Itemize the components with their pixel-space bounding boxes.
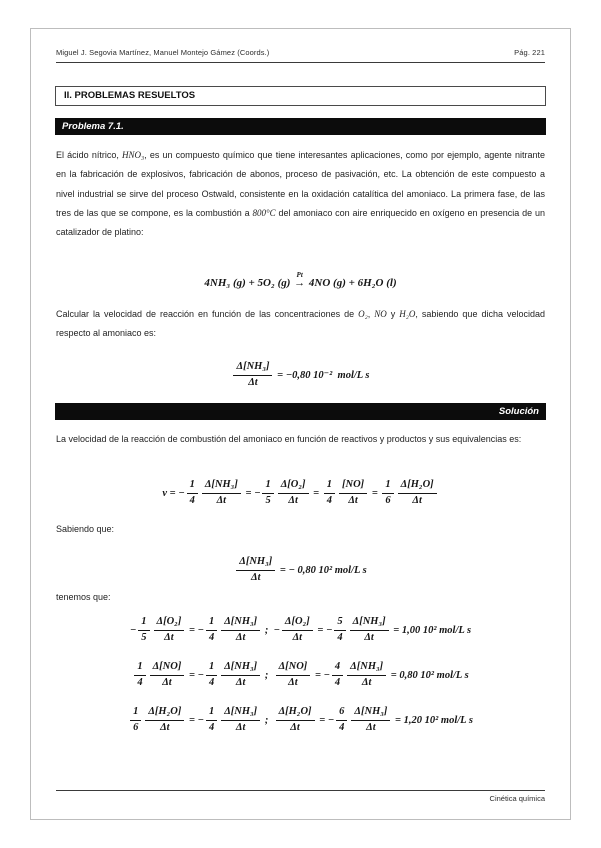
solution-banner — [55, 403, 546, 420]
math-run: 4NO (g) + 6H₂O (l) — [306, 277, 397, 289]
text-run: Calcular la velocidad de reacción en función de las concentraciones de — [56, 309, 359, 319]
math-run: = − — [312, 669, 330, 681]
fraction: $\frac{\text{Δ[H₂O]}}{\Delta t}$ — [276, 706, 315, 733]
math-run: = − 0,80 10² mol/L s — [277, 564, 367, 576]
math-run: = 1,00 10² mol/L s — [390, 624, 472, 636]
text-run: , — [367, 309, 375, 319]
fraction: $\frac{\text{Δ[H₂O]}}{\Delta t}$ — [145, 706, 184, 733]
fraction: $\frac{\text{Δ[O₂]}}{\Delta t}$ — [282, 616, 313, 643]
fraction: $\frac{\text{Δ[NH₃]}}{\Delta t}$ — [221, 661, 260, 688]
fraction: $\frac{1}{4}$ — [206, 661, 217, 688]
paragraph-calcular — [56, 305, 545, 344]
problem-title: Problema 7.1. — [62, 121, 124, 132]
fraction: $\frac{\text{Δ[NH₃]}}{\Delta t}$ — [351, 706, 390, 733]
fraction: $\frac{4}{4}$ — [332, 661, 343, 688]
reaction-equation — [56, 266, 545, 300]
fraction: $\frac{\text{Δ[NH₃]}}{\Delta t}$ — [350, 616, 389, 643]
fraction: $\frac{\text{Δ[O₂]}}{\Delta t}$ — [278, 479, 309, 506]
math-run: ; — [262, 669, 274, 681]
footer-label: Cinética química — [489, 794, 545, 803]
fraction: $\frac{6}{4}$ — [336, 706, 347, 733]
math-run: = − — [186, 714, 204, 726]
rate-h2o-equation — [56, 700, 545, 740]
rate-no-equation — [56, 655, 545, 695]
math-run: 4NH₃ (g) + 5O₂ (g) — [204, 277, 294, 289]
math-run: O₂ — [358, 309, 368, 319]
rate-nh3-given-equation — [56, 355, 545, 395]
solution-label: Solución — [498, 406, 539, 417]
math-run: ; — [262, 714, 274, 726]
page-footer — [56, 790, 545, 803]
fraction: $\frac{1}{5}$ — [262, 479, 273, 506]
math-run: = 0,80 10² mol/L s — [388, 669, 469, 681]
math-run: ; − — [262, 624, 280, 636]
problem-banner — [55, 118, 546, 135]
math-run: = 1,20 10² mol/L s — [392, 714, 473, 726]
fraction: $\frac{\text{Δ[O₂]}}{\Delta t}$ — [154, 616, 185, 643]
rate-equivalences-equation — [56, 473, 545, 513]
fraction: $\frac{1}{6}$ — [130, 706, 141, 733]
fraction: $\frac{\text{Δ[NH₃]}}{\Delta t}$ — [347, 661, 386, 688]
fraction: $\frac{\text{Δ[NH₃]}}{\Delta t}$ — [236, 556, 275, 583]
math-run: = − — [242, 487, 261, 499]
math-run: HNO₃ — [122, 150, 145, 160]
math-run: = − — [186, 669, 204, 681]
math-run: = − — [186, 624, 204, 636]
fraction: $\frac{[NO]}{\Delta t}$ — [339, 479, 367, 506]
section-title-box — [55, 86, 546, 106]
catalyst-arrow: Pt → — [294, 270, 306, 289]
math-run: = −0,80 10⁻² mol/L s — [274, 370, 370, 381]
paragraph-velocidad: La velocidad de la reacción de combustión del amoniaco en función de reactivos y productos y sus equivalencias es: — [56, 434, 522, 444]
math-run: − — [129, 624, 137, 636]
fraction: $\frac{\text{Δ[NH₃]}}{\Delta t}$ — [221, 706, 260, 733]
math-run: = − — [316, 714, 335, 726]
fraction: $\frac{1}{4}$ — [206, 616, 217, 643]
fraction: $\frac{1}{4}$ — [206, 706, 217, 733]
section-title: II. PROBLEMAS RESUELTOS — [64, 90, 196, 101]
fraction: $\frac{\text{Δ[NH₃]}}{\Delta t}$ — [202, 479, 241, 506]
math-run: 800°C — [252, 207, 276, 218]
fraction: $\frac{1}{4}$ — [187, 479, 198, 506]
fraction: $\frac{1}{5}$ — [138, 616, 149, 643]
math-run: = — [310, 487, 322, 499]
fraction: $\frac{1}{6}$ — [382, 479, 393, 506]
fraction: $\frac{\Delta[NO]}{\Delta t}$ — [150, 661, 185, 688]
text-run: El ácido nítrico, — [56, 150, 123, 160]
text-run: , sabiendo que dicha velocidad respecto al amoniaco es: — [56, 309, 545, 339]
rate-o2-equation — [56, 610, 545, 650]
fraction: $\frac{5}{4}$ — [334, 616, 345, 643]
fraction: $\frac{1}{4}$ — [324, 479, 335, 506]
paragraph-intro — [56, 146, 545, 242]
page-number: Pág. 221 — [514, 48, 545, 57]
sabiendo-label: Sabiendo que: — [56, 524, 115, 534]
math-run: = − — [314, 624, 333, 636]
authors-label: Miguel J. Segovia Martínez, Manuel Montejo Gámez (Coords.) — [56, 48, 270, 57]
math-run: NO — [374, 309, 387, 319]
tenemos-label: tenemos que: — [56, 592, 111, 602]
fraction: $\frac{\text{Δ[H₂O]}}{\Delta t}$ — [398, 479, 437, 506]
fraction: $\frac{\text{Δ[NH₃]}}{\Delta t}$ — [233, 361, 272, 388]
fraction: $\frac{\text{Δ[NH₃]}}{\Delta t}$ — [221, 616, 260, 643]
rate-nh3-value-equation — [56, 550, 545, 590]
text-run: , es un compuesto químico que tiene interesantes aplicaciones, como por ejemplo, agente nitrante en la fabricación de explosivos, fabricación de abonos, proceso de pasivación, etc. La obtención de este compuesto a nivel industrial se sirve del proceso Ostwald, consistente en la oxidación catalítica del amoniaco. La primera fase, de las tres de las que se compone, es la combustión a — [56, 150, 545, 218]
fraction: $\frac{\Delta[NO]}{\Delta t}$ — [276, 661, 311, 688]
fraction: $\frac{1}{4}$ — [134, 661, 145, 688]
math-run: v = − — [162, 487, 185, 499]
text-run: y — [386, 309, 400, 319]
page-header — [56, 48, 545, 63]
text-run: del amoniaco con aire enriquecido en oxígeno en presencia de un catalizador de platino: — [56, 207, 546, 238]
math-run: = — [369, 487, 381, 499]
math-run: H₂O — [399, 309, 416, 319]
